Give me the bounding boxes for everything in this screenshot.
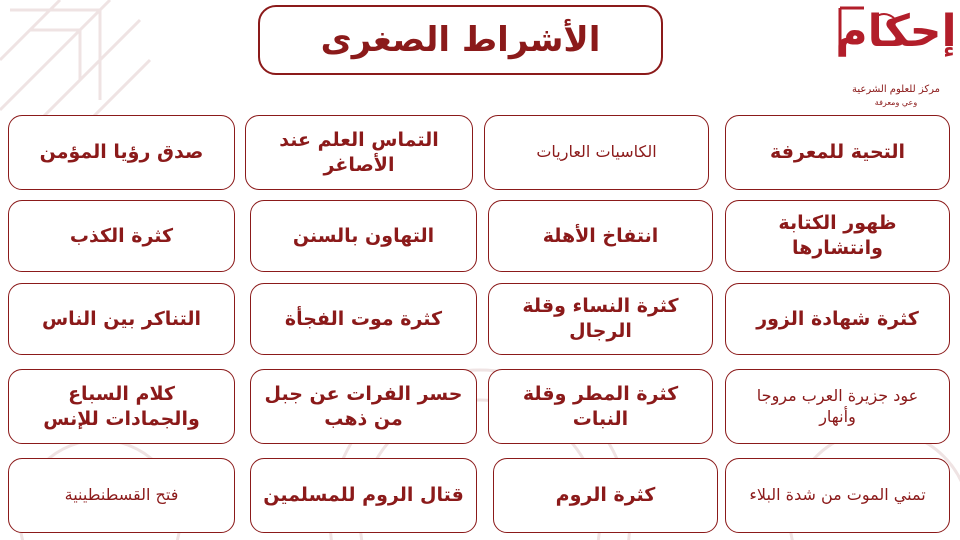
sign-card bbox=[725, 369, 950, 444]
sign-card bbox=[725, 200, 950, 272]
sign-card bbox=[250, 283, 477, 355]
sign-label: التناكر بين الناس bbox=[41, 307, 202, 330]
sign-label: انتفاخ الأهلة bbox=[542, 224, 659, 247]
sign-card bbox=[250, 458, 477, 533]
sign-label: التهاون بالسنن bbox=[292, 224, 435, 247]
sign-label: عود جزيرة العرب مروجا وأنهار bbox=[756, 385, 919, 426]
sign-label: كلام السباع والجمادات للإنس bbox=[43, 382, 200, 430]
sign-card bbox=[8, 200, 235, 272]
sign-card bbox=[488, 283, 713, 355]
page-title: الأشراط الصغرى bbox=[320, 20, 601, 60]
sign-label: صدق رؤيا المؤمن bbox=[39, 141, 204, 164]
logo-tagline: وعي ومعرفة bbox=[874, 98, 918, 107]
sign-label: كثرة المطر وقلة النبات bbox=[522, 382, 679, 430]
sign-card bbox=[8, 458, 235, 533]
sign-card bbox=[488, 369, 713, 444]
sign-card bbox=[245, 115, 473, 190]
logo-subtitle: مركز للعلوم الشرعية bbox=[852, 84, 940, 95]
sign-label: الكاسيات العاريات bbox=[536, 142, 657, 162]
sign-card bbox=[8, 369, 235, 444]
sign-card bbox=[8, 283, 235, 355]
sign-card bbox=[725, 458, 950, 533]
sign-label: فتح القسطنطينية bbox=[64, 485, 179, 505]
sign-card bbox=[250, 200, 477, 272]
sign-label: كثرة الكذب bbox=[69, 224, 174, 247]
sign-label: التماس العلم عند الأصاغر bbox=[279, 128, 439, 176]
title-banner bbox=[258, 5, 663, 75]
center-logo bbox=[834, 4, 958, 108]
sign-card bbox=[493, 458, 718, 533]
sign-label: كثرة الروم bbox=[555, 484, 656, 507]
sign-card bbox=[488, 200, 713, 272]
sign-card bbox=[484, 115, 709, 190]
sign-card bbox=[8, 115, 235, 190]
sign-label: ظهور الكتابة وانتشارها bbox=[778, 212, 897, 259]
sign-label: تمني الموت من شدة البلاء bbox=[749, 485, 926, 505]
sign-label: كثرة موت الفجأة bbox=[284, 307, 443, 330]
sign-card bbox=[725, 283, 950, 355]
sign-label: حسر الفرات عن جبل من ذهب bbox=[264, 382, 463, 430]
sign-label: كثرة شهادة الزور bbox=[756, 307, 919, 330]
sign-card bbox=[250, 369, 477, 444]
sign-label: كثرة النساء وقلة الرجال bbox=[522, 295, 679, 342]
sign-label: التحية للمعرفة bbox=[769, 141, 906, 164]
sign-card bbox=[725, 115, 950, 190]
logo-wordmark: إحكام bbox=[835, 6, 957, 57]
sign-label: قتال الروم للمسلمين bbox=[263, 484, 464, 507]
